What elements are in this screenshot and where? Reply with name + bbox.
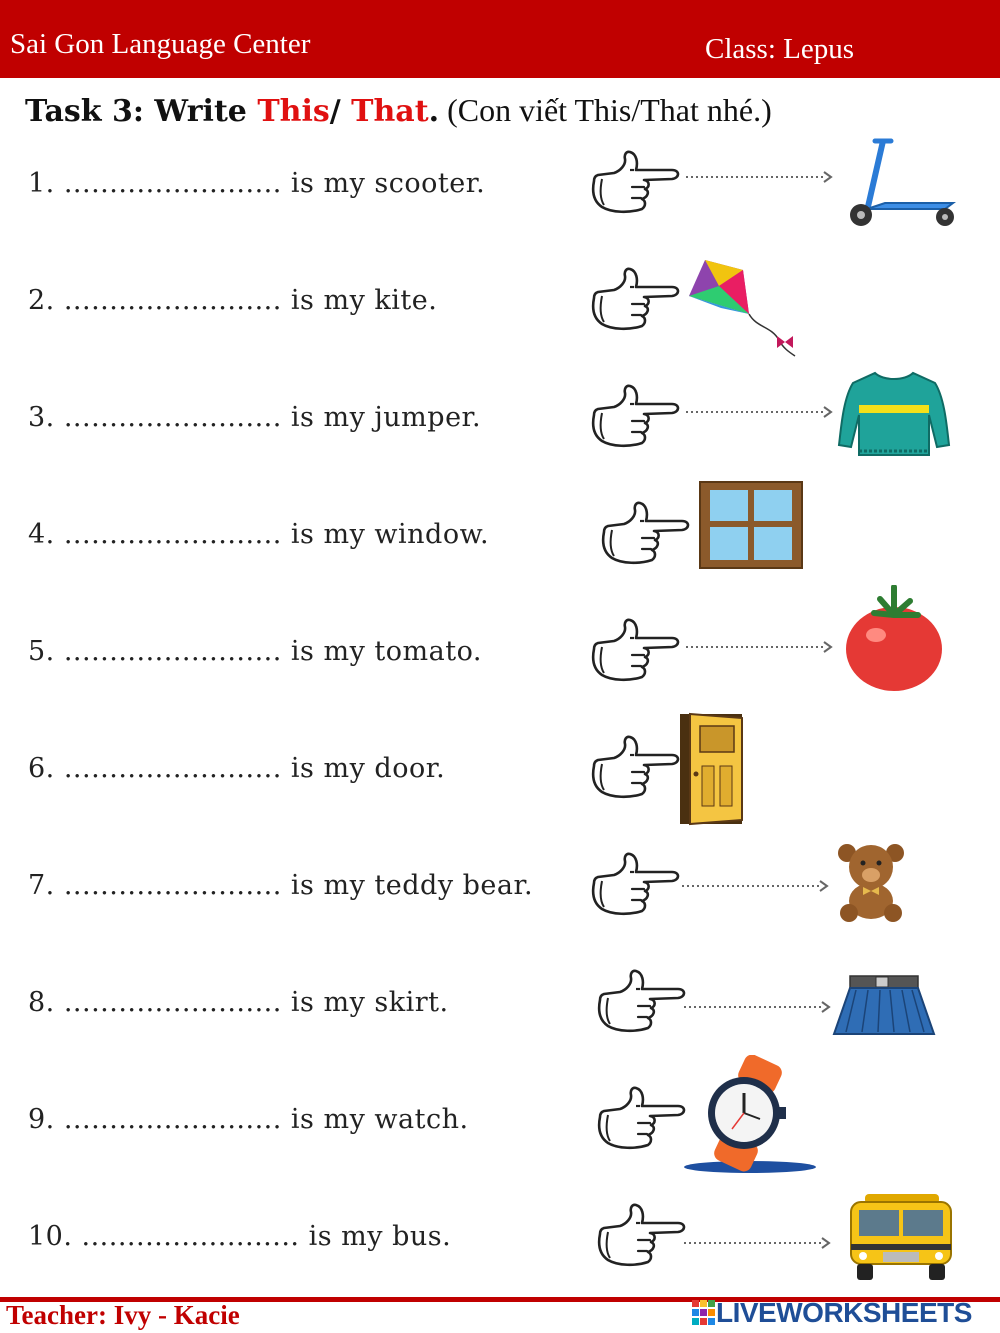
list-item — [0, 835, 1000, 952]
watch-icon — [680, 1055, 818, 1177]
list-item — [0, 601, 1000, 718]
sentence-7[interactable]: 7. ........................ is my teddy bear. — [28, 870, 534, 901]
dotted-arrow-icon — [686, 641, 836, 653]
list-item — [0, 250, 1000, 367]
pointing-hand-icon — [600, 494, 692, 570]
window-icon — [698, 480, 804, 572]
pointing-hand-icon — [590, 611, 682, 687]
list-item — [0, 952, 1000, 1069]
skirt-icon — [832, 974, 936, 1040]
list-item — [0, 367, 1000, 484]
scooter-icon — [845, 137, 960, 232]
tomato-icon — [844, 585, 946, 693]
sentence-4[interactable]: 4. ........................ is my window. — [28, 519, 490, 550]
pointing-hand-icon — [596, 1079, 688, 1155]
liveworksheets-logo[interactable] — [692, 1296, 972, 1330]
sentence-3[interactable]: 3. ........................ is my jumper. — [28, 402, 482, 433]
teddy-bear-icon — [833, 841, 911, 923]
list-item — [0, 1069, 1000, 1186]
class-label: Class: Lepus — [705, 33, 855, 65]
door-icon — [678, 712, 746, 830]
task-title — [25, 92, 772, 129]
dotted-arrow-icon — [686, 171, 836, 183]
jumper-icon — [835, 369, 953, 465]
dotted-arrow-icon — [686, 406, 836, 418]
header-bar — [0, 0, 1000, 78]
pointing-hand-icon — [590, 845, 682, 921]
dotted-arrow-icon — [684, 1001, 834, 1013]
sentence-2[interactable]: 2. ........................ is my kite. — [28, 285, 438, 316]
bus-icon — [845, 1192, 957, 1284]
list-item — [0, 484, 1000, 601]
pointing-hand-icon — [590, 143, 682, 219]
liveworksheets-brand: LIVEWORKSHEETS — [716, 1297, 972, 1328]
liveworksheets-grid-icon — [692, 1300, 716, 1326]
sentence-6[interactable]: 6. ........................ is my door. — [28, 753, 446, 784]
task-this: This — [257, 94, 330, 129]
dotted-arrow-icon — [682, 880, 832, 892]
kite-icon — [685, 256, 805, 358]
center-name: Sai Gon Language Center — [10, 28, 311, 60]
pointing-hand-icon — [590, 260, 682, 336]
task-that: That — [351, 94, 429, 129]
task-note: (Con viết This/That nhé.) — [439, 92, 772, 128]
task-slash: / — [329, 94, 352, 129]
list-item — [0, 133, 1000, 250]
pointing-hand-icon — [596, 962, 688, 1038]
sentence-9[interactable]: 9. ........................ is my watch. — [28, 1104, 469, 1135]
dotted-arrow-icon — [684, 1237, 834, 1249]
sentence-8[interactable]: 8. ........................ is my skirt. — [28, 987, 449, 1018]
teacher-label: Teacher: Ivy - Kacie — [6, 1300, 240, 1330]
sentence-10[interactable]: 10. ........................ is my bus. — [28, 1221, 452, 1252]
list-item — [0, 1186, 1000, 1303]
pointing-hand-icon — [590, 377, 682, 453]
sentence-1[interactable]: 1. ........................ is my scooter. — [28, 168, 486, 199]
sentence-5[interactable]: 5. ........................ is my tomato. — [28, 636, 482, 667]
task-dot: . — [428, 94, 440, 129]
task-prefix: Task 3: Write — [25, 94, 258, 129]
list-item — [0, 718, 1000, 835]
pointing-hand-icon — [596, 1196, 688, 1272]
pointing-hand-icon — [590, 728, 682, 804]
